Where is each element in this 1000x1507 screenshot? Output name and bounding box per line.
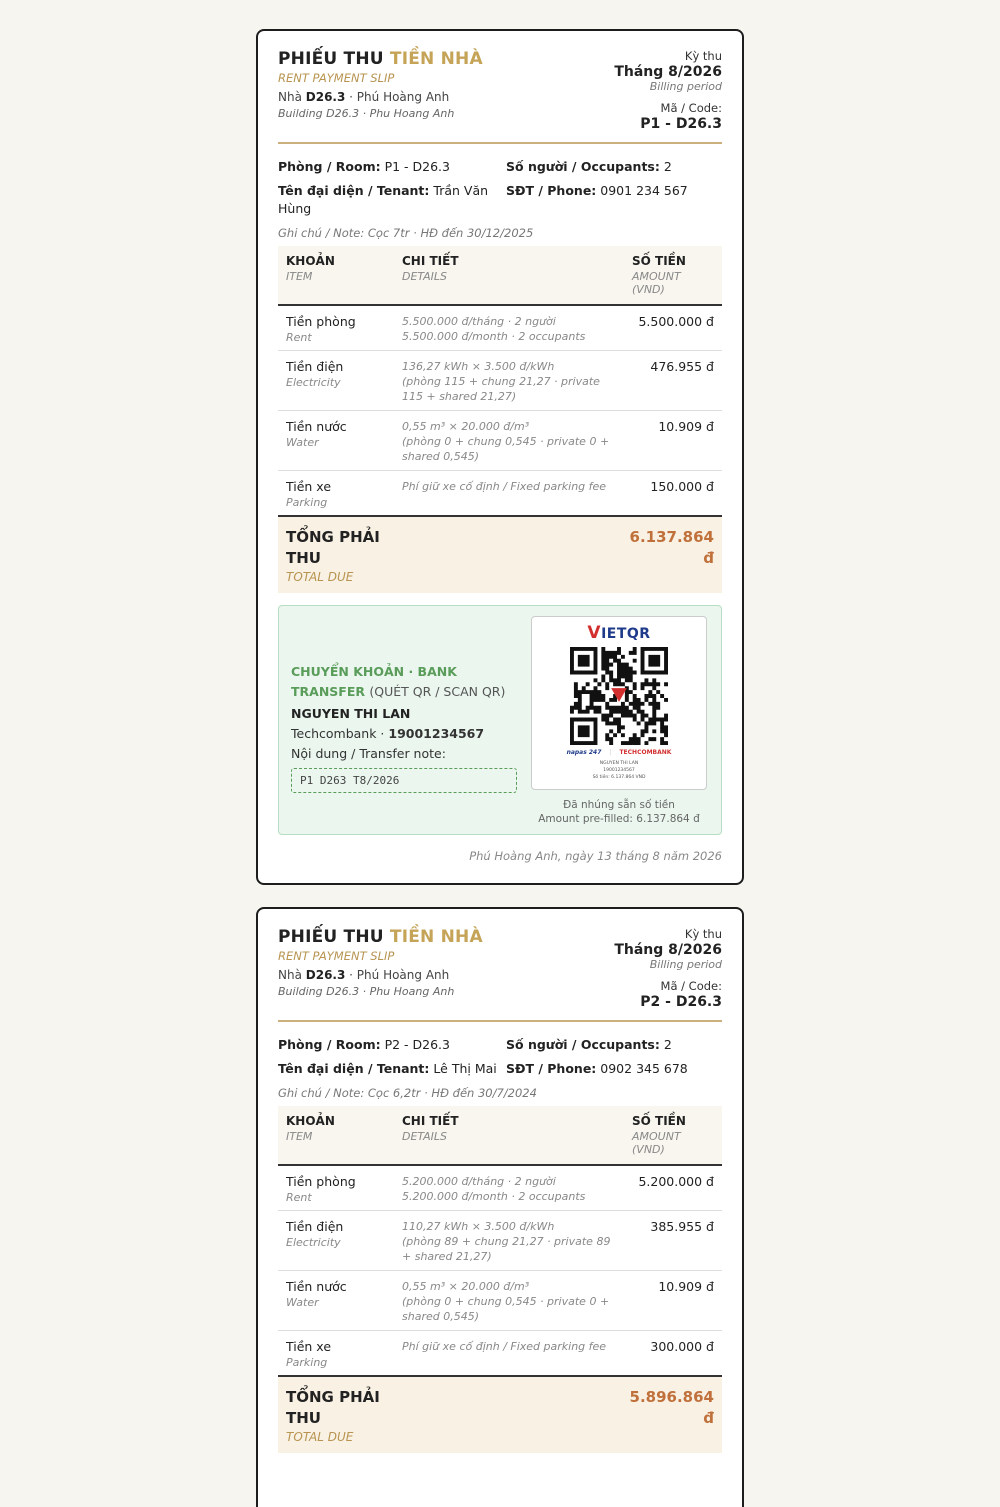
total-due	[278, 1377, 722, 1453]
header-details: CHI TIẾT DETAILS	[394, 1106, 622, 1165]
issue-date: Phú Hoàng Anh, ngày 13 tháng 8 năm 2026	[469, 849, 722, 863]
qr-section	[531, 616, 707, 824]
bank-title: CHUYỂN KHOẢN · BANK TRANSFER (QUÉT QR / SCAN QR)	[291, 664, 506, 699]
row-amount: 10.909 đ	[622, 411, 722, 471]
period-label: Kỳ thu	[684, 927, 722, 941]
row-amount: 150.000 đ	[622, 471, 722, 517]
slip-title: PHIẾU THU TIỀN NHÀ	[278, 927, 483, 947]
qr-footer-logos: napas 247 | TECHCOMBANK	[566, 749, 672, 756]
memo-label: Nội dung / Transfer note:	[291, 746, 446, 761]
table-row	[278, 1211, 722, 1271]
table-row	[278, 411, 722, 471]
bank-account: Techcombank · 19001234567	[291, 726, 485, 741]
total-value: 6.137.864 đ	[629, 528, 714, 567]
tenant-info	[278, 158, 722, 218]
building-line-en: Building D26.3 · Phu Hoang Anh	[278, 985, 455, 998]
payment-slip-1	[256, 29, 744, 885]
row-item: Tiền phòng Rent	[278, 305, 394, 351]
code-value: P2 - D26.3	[640, 994, 722, 1010]
code-label: Mã / Code:	[660, 101, 722, 115]
qr-account: 19001234567	[603, 768, 635, 773]
prefill-note: Đã nhúng sẵn số tiền Amount pre-filled: 6.137.864 đ	[538, 799, 700, 825]
building-line-en: Building D26.3 · Phu Hoang Anh	[278, 107, 455, 120]
charges-table	[278, 1106, 722, 1377]
row-details: 5.200.000 đ/tháng · 2 người 5.200.000 đ/month · 2 occupants	[394, 1165, 622, 1211]
table-header-row	[278, 246, 722, 305]
table-row	[278, 305, 722, 351]
slip-note: Ghi chú / Note: Cọc 7tr · HĐ đến 30/12/2025	[278, 226, 534, 240]
row-item: Tiền nước Water	[278, 411, 394, 471]
total-label: TỔNG PHẢI THU TOTAL DUE	[286, 528, 380, 584]
header-item: KHOẢN ITEM	[278, 1106, 394, 1165]
qr-card	[531, 616, 707, 790]
slip-note: Ghi chú / Note: Cọc 6,2tr · HĐ đến 30/7/2024	[278, 1086, 537, 1100]
room-info: Phòng / Room: P2 - D26.3	[278, 1037, 450, 1052]
table-row	[278, 351, 722, 411]
table-row	[278, 1331, 722, 1377]
row-details: 110,27 kWh × 3.500 đ/kWh (phòng 89 + chung 21,27 · private 89 + shared 21,27)	[394, 1211, 622, 1271]
row-details: 0,55 m³ × 20.000 đ/m³ (phòng 0 + chung 0,545 · private 0 + shared 0,545)	[394, 411, 622, 471]
row-details: 0,55 m³ × 20.000 đ/m³ (phòng 0 + chung 0,545 · private 0 + shared 0,545)	[394, 1271, 622, 1331]
qr-name: NGUYEN THI LAN	[599, 761, 639, 766]
total-value: 5.896.864 đ	[629, 1388, 714, 1427]
slip-header	[278, 49, 722, 144]
header-amount: SỐ TIỀN AMOUNT (VND)	[622, 1106, 722, 1165]
row-amount: 5.500.000 đ	[622, 305, 722, 351]
row-details: 5.500.000 đ/tháng · 2 người 5.500.000 đ/month · 2 occupants	[394, 305, 622, 351]
total-label: TỔNG PHẢI THU TOTAL DUE	[286, 1388, 380, 1444]
code-value: P1 - D26.3	[640, 116, 722, 132]
row-amount: 476.955 đ	[622, 351, 722, 411]
slip-title-en: RENT PAYMENT SLIP	[278, 949, 395, 963]
vietqr-logo: VIETQR	[587, 623, 651, 643]
table-header-row	[278, 1106, 722, 1165]
row-amount: 385.955 đ	[622, 1211, 722, 1271]
period-block	[614, 927, 722, 1010]
phone-info: SĐT / Phone: 0901 234 567	[506, 183, 688, 198]
account-name: NGUYEN THI LAN	[291, 706, 411, 721]
slip-header	[278, 927, 722, 1022]
payment-slip-2	[256, 907, 744, 1507]
period-label: Kỳ thu	[684, 49, 722, 63]
slip-title: PHIẾU THU TIỀN NHÀ	[278, 49, 483, 69]
tenant-info	[278, 1036, 722, 1078]
code-label: Mã / Code:	[660, 979, 722, 993]
napas-logo: napas 247	[566, 749, 602, 756]
row-item: Tiền xe Parking	[278, 1331, 394, 1377]
tenant-name-info: Tên đại diện / Tenant: Trần Văn Hùng	[278, 183, 489, 216]
qr-amount: Số tiền: 6.137.864 VND	[592, 775, 646, 780]
row-item: Tiền nước Water	[278, 1271, 394, 1331]
charges-table	[278, 246, 722, 517]
slip-title-block	[278, 49, 483, 132]
table-row	[278, 1165, 722, 1211]
header-details: CHI TIẾT DETAILS	[394, 246, 622, 305]
building-line: Nhà D26.3 · Phú Hoàng Anh	[278, 90, 450, 104]
phone-info: SĐT / Phone: 0902 345 678	[506, 1061, 688, 1076]
bank-details	[291, 616, 517, 824]
row-item: Tiền điện Electricity	[278, 1211, 394, 1271]
header-amount: SỐ TIỀN AMOUNT (VND)	[622, 246, 722, 305]
period-label-en: Billing period	[649, 958, 722, 971]
tenant-name-info: Tên đại diện / Tenant: Lê Thị Mai	[278, 1061, 497, 1076]
occupants-info: Số người / Occupants: 2	[506, 1037, 672, 1052]
row-amount: 5.200.000 đ	[622, 1165, 722, 1211]
techcombank-logo: TECHCOMBANK	[619, 749, 672, 756]
row-details: Phí giữ xe cố định / Fixed parking fee	[394, 471, 622, 517]
total-due	[278, 517, 722, 593]
slip-title-block	[278, 927, 483, 1010]
row-details: Phí giữ xe cố định / Fixed parking fee	[394, 1331, 622, 1377]
room-info: Phòng / Room: P1 - D26.3	[278, 159, 450, 174]
row-details: 136,27 kWh × 3.500 đ/kWh (phòng 115 + chung 21,27 · private 115 + shared 21,27)	[394, 351, 622, 411]
period-value: Tháng 8/2026	[614, 64, 722, 80]
period-block	[614, 49, 722, 132]
qr-code-icon	[570, 647, 668, 745]
row-item: Tiền điện Electricity	[278, 351, 394, 411]
period-label-en: Billing period	[649, 80, 722, 93]
row-amount: 10.909 đ	[622, 1271, 722, 1331]
occupants-info: Số người / Occupants: 2	[506, 159, 672, 174]
building-line: Nhà D26.3 · Phú Hoàng Anh	[278, 968, 450, 982]
table-row	[278, 1271, 722, 1331]
row-amount: 300.000 đ	[622, 1331, 722, 1377]
row-item: Tiền phòng Rent	[278, 1165, 394, 1211]
table-row	[278, 471, 722, 517]
period-value: Tháng 8/2026	[614, 942, 722, 958]
bank-transfer-box	[278, 605, 722, 835]
header-item: KHOẢN ITEM	[278, 246, 394, 305]
row-item: Tiền xe Parking	[278, 471, 394, 517]
transfer-memo: P1 D263 T8/2026	[291, 768, 517, 793]
slip-title-en: RENT PAYMENT SLIP	[278, 71, 395, 85]
